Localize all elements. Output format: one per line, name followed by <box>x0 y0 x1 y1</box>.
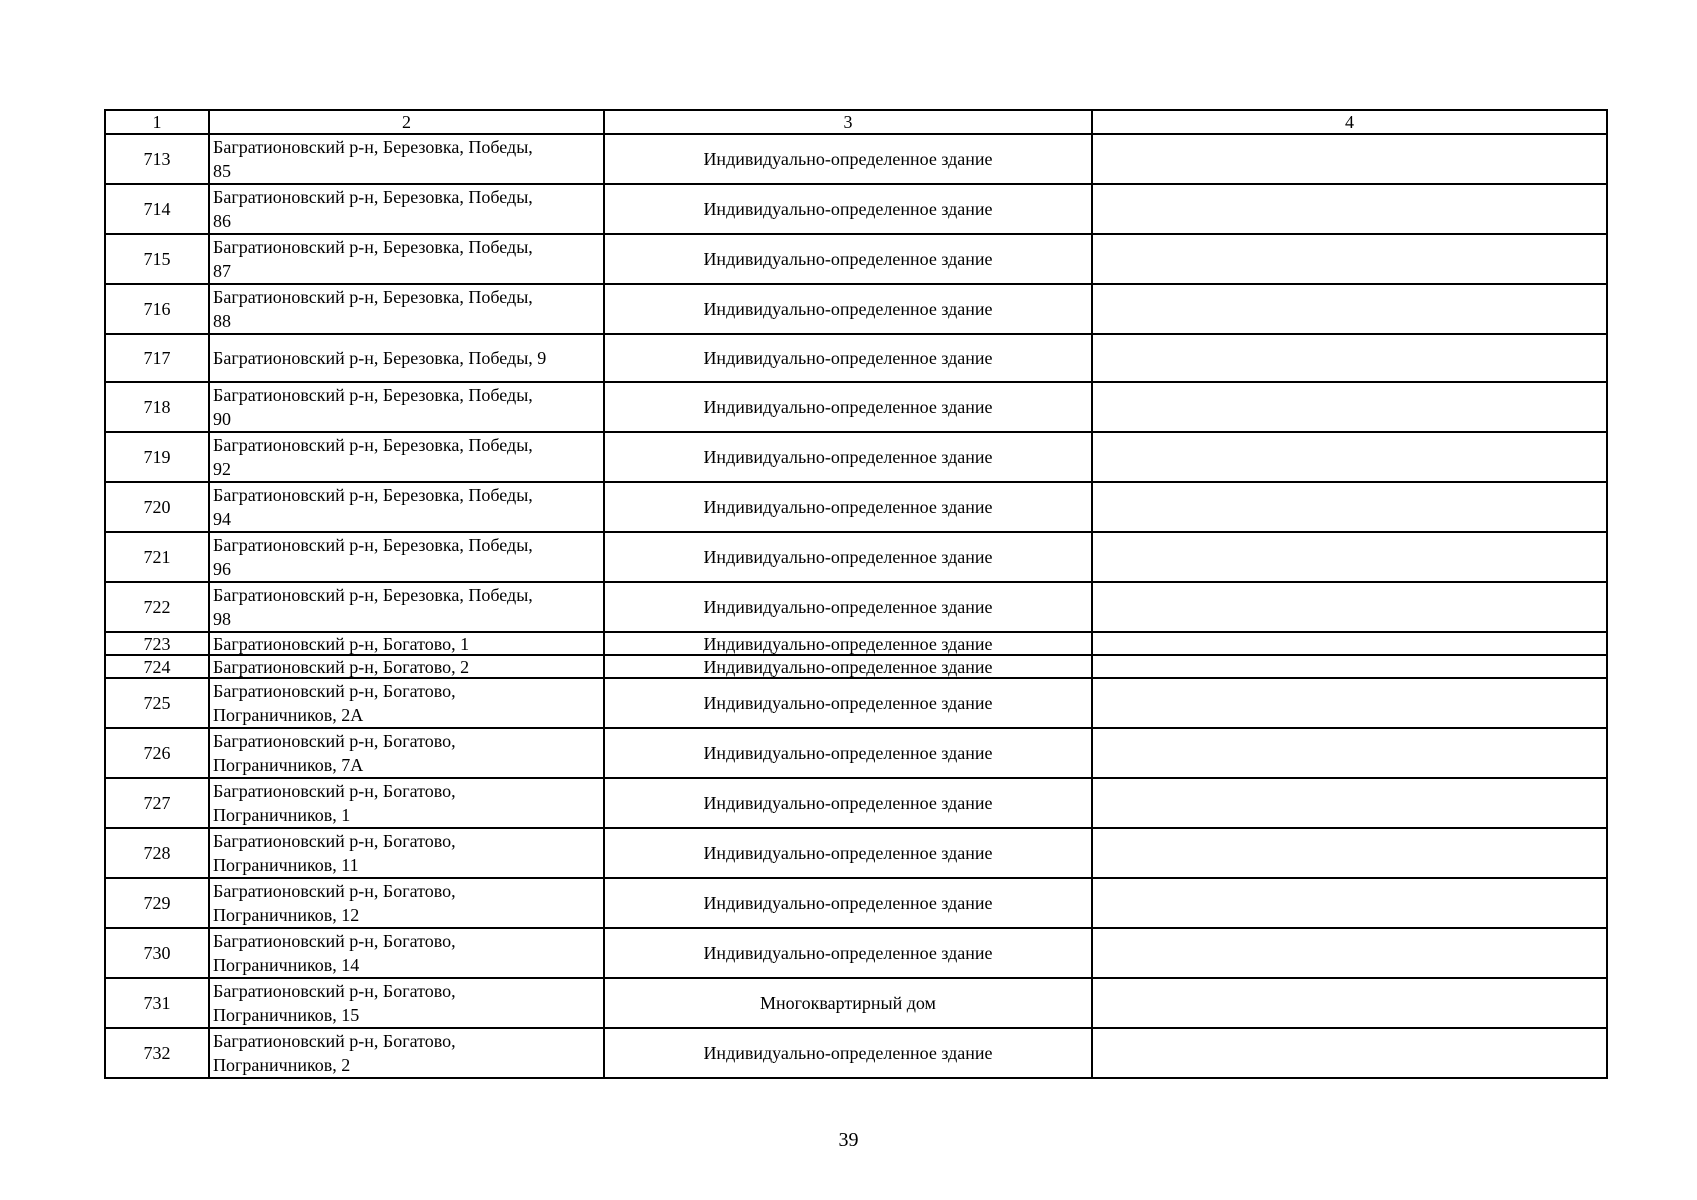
address-line-1: Багратионовский р-н, Богатово, <box>213 831 456 851</box>
column-number-row <box>105 110 1607 134</box>
row-number: 718 <box>105 382 209 432</box>
row-number: 717 <box>105 334 209 382</box>
object-type-cell: Индивидуально-определенное здание <box>604 678 1092 728</box>
row-number: 723 <box>105 632 209 655</box>
address-line-2: 94 <box>213 509 231 529</box>
address-line-1: Багратионовский р-н, Богатово, <box>213 881 456 901</box>
note-cell <box>1092 582 1607 632</box>
object-type-cell: Индивидуально-определенное здание <box>604 482 1092 532</box>
note-cell <box>1092 655 1607 678</box>
page-number: 39 <box>838 1129 859 1151</box>
object-type-cell: Индивидуально-определенное здание <box>604 878 1092 928</box>
table-row <box>105 532 1607 582</box>
address-line-2: 85 <box>213 161 231 181</box>
object-type-cell: Индивидуально-определенное здание <box>604 184 1092 234</box>
address-line-1: Багратионовский р-н, Березовка, Победы, <box>213 585 533 605</box>
address-line-1: Багратионовский р-н, Березовка, Победы, <box>213 385 533 405</box>
address-cell <box>209 382 604 432</box>
address-line-2: Пограничников, 2 <box>213 1055 351 1075</box>
row-number: 719 <box>105 432 209 482</box>
row-number: 720 <box>105 482 209 532</box>
address-cell <box>209 655 604 678</box>
object-type-cell: Индивидуально-определенное здание <box>604 655 1092 678</box>
address-line-1: Багратионовский р-н, Богатово, <box>213 981 456 1001</box>
note-cell <box>1092 778 1607 828</box>
note-cell <box>1092 532 1607 582</box>
note-cell <box>1092 134 1607 184</box>
address-line-2: 88 <box>213 311 231 331</box>
table-row <box>105 655 1607 678</box>
table-row <box>105 828 1607 878</box>
address-line-1: Багратионовский р-н, Богатово, <box>213 731 456 751</box>
table-row <box>105 334 1607 382</box>
address-line-2: 98 <box>213 609 231 629</box>
table-row <box>105 632 1607 655</box>
note-cell <box>1092 382 1607 432</box>
table-row <box>105 978 1607 1028</box>
table-body <box>105 110 1607 1078</box>
address-cell <box>209 632 604 655</box>
object-type-cell: Индивидуально-определенное здание <box>604 134 1092 184</box>
table-row <box>105 482 1607 532</box>
note-cell <box>1092 878 1607 928</box>
address-line-2: Пограничников, 11 <box>213 855 359 875</box>
table-row <box>105 1028 1607 1078</box>
note-cell <box>1092 828 1607 878</box>
address-line-1: Багратионовский р-н, Богатово, 2 <box>213 656 470 677</box>
address-cell <box>209 1028 604 1078</box>
note-cell <box>1092 432 1607 482</box>
row-number: 727 <box>105 778 209 828</box>
note-cell <box>1092 1028 1607 1078</box>
address-cell <box>209 134 604 184</box>
address-cell <box>209 978 604 1028</box>
address-cell <box>209 878 604 928</box>
row-number: 725 <box>105 678 209 728</box>
address-line-1: Багратионовский р-н, Богатово, <box>213 1031 456 1051</box>
address-line-1: Багратионовский р-н, Березовка, Победы, <box>213 287 533 307</box>
object-type-cell: Индивидуально-определенное здание <box>604 632 1092 655</box>
address-cell <box>209 284 604 334</box>
object-type-cell: Индивидуально-определенное здание <box>604 334 1092 382</box>
table-row <box>105 778 1607 828</box>
row-number: 729 <box>105 878 209 928</box>
column-number-2: 2 <box>209 110 604 134</box>
address-line-2: 86 <box>213 211 231 231</box>
object-type-cell: Индивидуально-определенное здание <box>604 582 1092 632</box>
object-type-cell: Многоквартирный дом <box>604 978 1092 1028</box>
row-number: 713 <box>105 134 209 184</box>
object-type-cell: Индивидуально-определенное здание <box>604 532 1092 582</box>
note-cell <box>1092 928 1607 978</box>
row-number: 716 <box>105 284 209 334</box>
note-cell <box>1092 184 1607 234</box>
table-row <box>105 728 1607 778</box>
object-type-cell: Индивидуально-определенное здание <box>604 234 1092 284</box>
object-type-cell: Индивидуально-определенное здание <box>604 928 1092 978</box>
table-row <box>105 234 1607 284</box>
address-cell <box>209 432 604 482</box>
note-cell <box>1092 728 1607 778</box>
address-line-1: Багратионовский р-н, Березовка, Победы, <box>213 535 533 555</box>
note-cell <box>1092 334 1607 382</box>
address-line-1: Багратионовский р-н, Богатово, <box>213 931 456 951</box>
row-number: 731 <box>105 978 209 1028</box>
object-type-cell: Индивидуально-определенное здание <box>604 1028 1092 1078</box>
address-line-2: 92 <box>213 459 231 479</box>
address-line-1: Багратионовский р-н, Березовка, Победы, <box>213 237 533 257</box>
row-number: 728 <box>105 828 209 878</box>
address-cell <box>209 532 604 582</box>
address-line-2: Пограничников, 15 <box>213 1005 360 1025</box>
object-type-cell: Индивидуально-определенное здание <box>604 728 1092 778</box>
object-type-cell: Индивидуально-определенное здание <box>604 284 1092 334</box>
row-number: 724 <box>105 655 209 678</box>
address-line-1: Багратионовский р-н, Березовка, Победы, <box>213 187 533 207</box>
note-cell <box>1092 284 1607 334</box>
address-cell <box>209 184 604 234</box>
note-cell <box>1092 482 1607 532</box>
row-number: 722 <box>105 582 209 632</box>
address-cell <box>209 828 604 878</box>
row-number: 714 <box>105 184 209 234</box>
note-cell <box>1092 678 1607 728</box>
address-line-1: Багратионовский р-н, Богатово, 1 <box>213 633 470 654</box>
table-row <box>105 134 1607 184</box>
address-line-2: 90 <box>213 409 231 429</box>
address-line-2: Пограничников, 1 <box>213 805 351 825</box>
object-type-cell: Индивидуально-определенное здание <box>604 382 1092 432</box>
table-row <box>105 878 1607 928</box>
table-row <box>105 284 1607 334</box>
column-number-4: 4 <box>1092 110 1607 134</box>
object-type-cell: Индивидуально-определенное здание <box>604 432 1092 482</box>
note-cell <box>1092 234 1607 284</box>
column-number-1: 1 <box>105 110 209 134</box>
table-row <box>105 432 1607 482</box>
address-line-1: Багратионовский р-н, Богатово, <box>213 781 456 801</box>
address-cell <box>209 678 604 728</box>
table-row <box>105 184 1607 234</box>
address-cell <box>209 482 604 532</box>
address-line-2: Пограничников, 14 <box>213 955 360 975</box>
address-line-2: 87 <box>213 261 231 281</box>
address-cell <box>209 728 604 778</box>
address-line-2: 96 <box>213 559 231 579</box>
address-cell <box>209 582 604 632</box>
address-table <box>104 109 1608 1079</box>
address-cell <box>209 334 604 382</box>
table-row <box>105 382 1607 432</box>
address-cell <box>209 778 604 828</box>
row-number: 715 <box>105 234 209 284</box>
address-cell <box>209 928 604 978</box>
row-number: 726 <box>105 728 209 778</box>
object-type-cell: Индивидуально-определенное здание <box>604 828 1092 878</box>
address-line-1: Багратионовский р-н, Березовка, Победы, 9 <box>213 348 547 368</box>
address-cell <box>209 234 604 284</box>
address-line-1: Багратионовский р-н, Березовка, Победы, <box>213 137 533 157</box>
table-row <box>105 678 1607 728</box>
address-line-1: Багратионовский р-н, Богатово, <box>213 681 456 701</box>
table-row <box>105 928 1607 978</box>
address-line-2: Пограничников, 12 <box>213 905 360 925</box>
row-number: 721 <box>105 532 209 582</box>
table-row <box>105 582 1607 632</box>
row-number: 732 <box>105 1028 209 1078</box>
address-line-1: Багратионовский р-н, Березовка, Победы, <box>213 485 533 505</box>
note-cell <box>1092 632 1607 655</box>
address-line-1: Багратионовский р-н, Березовка, Победы, <box>213 435 533 455</box>
column-number-3: 3 <box>604 110 1092 134</box>
address-line-2: Пограничников, 2А <box>213 705 364 725</box>
note-cell <box>1092 978 1607 1028</box>
object-type-cell: Индивидуально-определенное здание <box>604 778 1092 828</box>
address-line-2: Пограничников, 7А <box>213 755 364 775</box>
row-number: 730 <box>105 928 209 978</box>
